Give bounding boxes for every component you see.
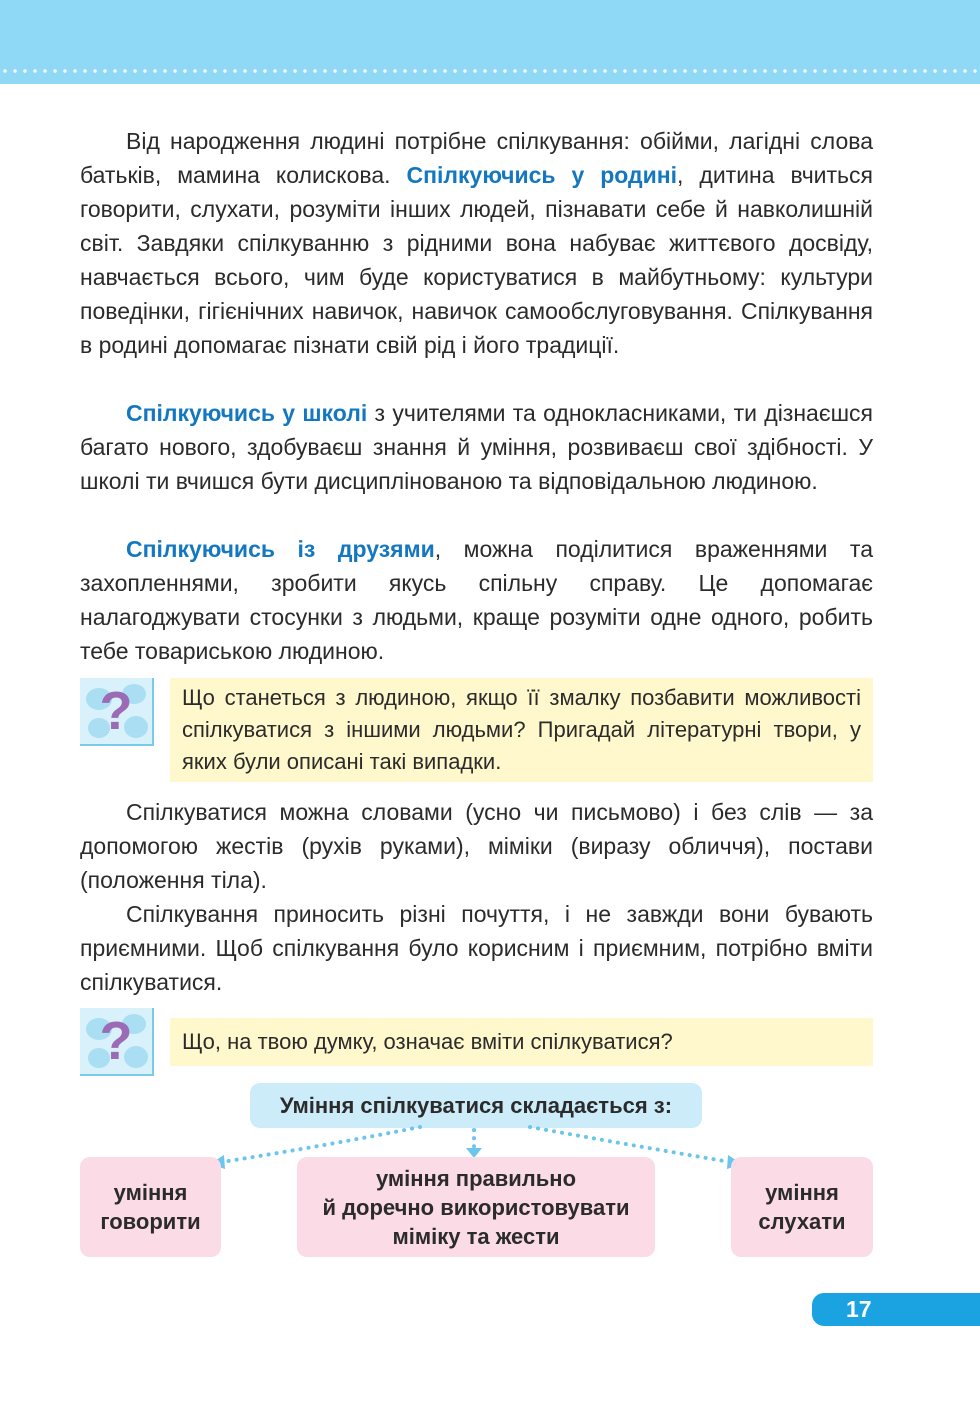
question-icon bbox=[80, 678, 154, 746]
diagram-title: Уміння спілкуватися складається з: bbox=[250, 1083, 702, 1128]
question-mark-glyph: ? bbox=[99, 1011, 133, 1071]
paragraph-text: Від народження людині потрібне спілкування: обійми, лагідні слова батьків, мамина колискова. bbox=[80, 128, 873, 188]
paragraph-family bbox=[80, 124, 873, 362]
paragraph-text: , дитина вчиться говорити, слухати, розуміти інших людей, пізнавати себе й навколишній світ. Завдяки спілкуванню з рідними вона набуває життєвого досвіду, навчається всього, чим буде користуватися в майбутньому: культури поведінки, гігієнічних навичок, навичок самообслуговування. Спілкування в родині допомагає пізнати свій рід і його традиції. bbox=[80, 162, 873, 358]
highlight-friends: Спілкуючись із друзями bbox=[126, 536, 435, 562]
paragraph-ways: Спілкуватися можна словами (усно чи письмово) і без слів — за допомогою жестів (рухів руками), міміки (виразу обличчя), постави (положення тіла). bbox=[80, 799, 873, 893]
question-icon bbox=[80, 1008, 154, 1076]
diagram-node-gestures bbox=[297, 1157, 655, 1257]
node-label: уміння говорити bbox=[100, 1180, 201, 1234]
question-box-1: Що станеться з людиною, якщо її змалку позбавити можливості спілкуватися з іншими людьми? Пригадай літературні твори, у яких були описані такі випадки. bbox=[170, 678, 873, 782]
page-number-badge: 17 bbox=[812, 1293, 980, 1326]
paragraph-feelings: Спілкування приносить різні почуття, і не завжди вони бувають приємними. Щоб спілкування було корисним і приємним, потрібно вміти спілкуватися. bbox=[80, 901, 873, 995]
header-dotted-line bbox=[0, 69, 980, 73]
node-label: уміння правильно й доречно використовувати міміку та жести bbox=[322, 1165, 630, 1249]
question-box-2: Що, на твою думку, означає вміти спілкуватися? bbox=[170, 1018, 873, 1066]
question-mark-glyph: ? bbox=[99, 681, 133, 741]
highlight-school: Спілкуючись у школі bbox=[126, 400, 368, 426]
paragraph-text: з учителями та однокласниками, ти дізнаєшся багато нового, здобуваєш знання й уміння, розвиваєш свої здібності. У школі ти вчишся бути дисциплінованою та відповідальною людиною. bbox=[80, 400, 873, 494]
paragraph-friends bbox=[80, 532, 873, 668]
paragraph-text: , можна поділитися враженнями та захопленнями, зробити якусь спільну справу. Це допомагає налагоджувати стосунки з людьми, краще розуміти одне одного, робить тебе товариською людиною. bbox=[80, 536, 873, 664]
highlight-family: Спілкуючись у родині bbox=[406, 162, 678, 188]
paragraph-school bbox=[80, 396, 873, 498]
diagram-node-speak bbox=[80, 1157, 221, 1257]
diagram-node-listen bbox=[731, 1157, 873, 1257]
node-label: уміння слухати bbox=[758, 1180, 846, 1234]
